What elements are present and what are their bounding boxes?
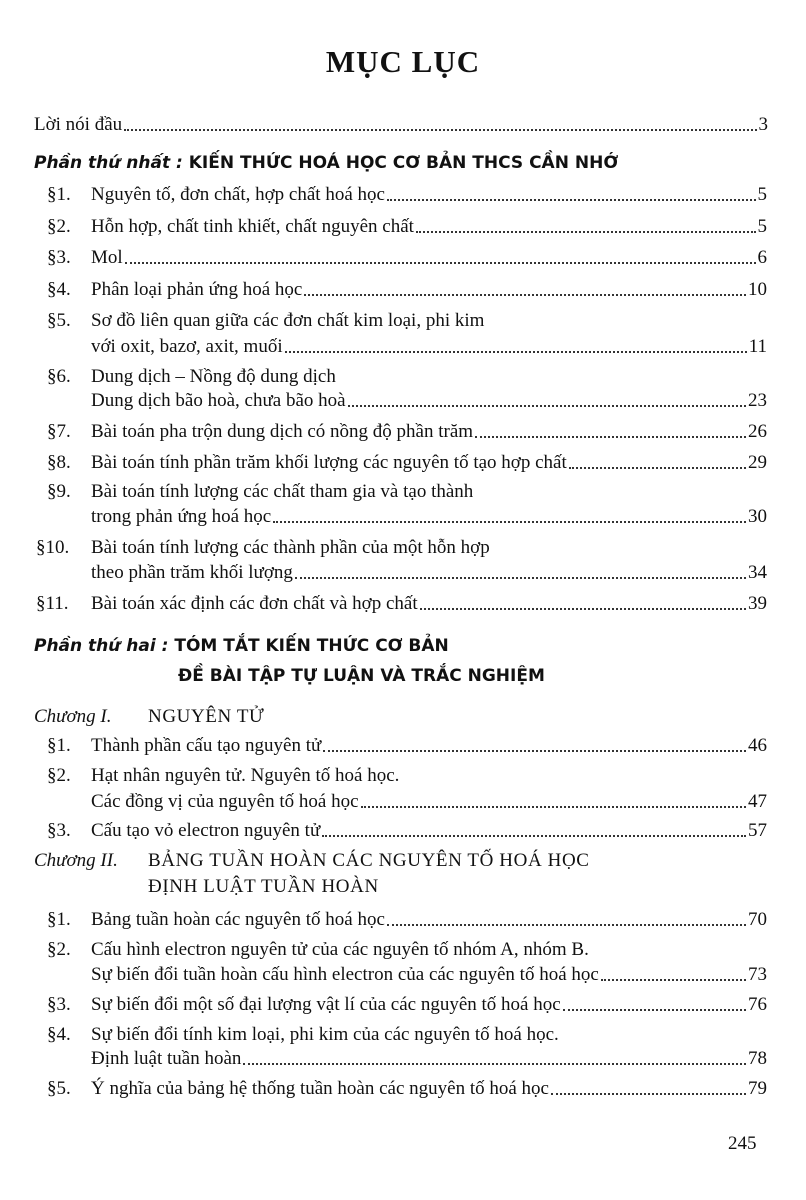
toc-entry-first-line <box>47 481 473 503</box>
dot-leader <box>283 336 749 358</box>
toc-entry <box>47 735 767 757</box>
dot-leader <box>385 184 758 206</box>
section-number: §2. <box>47 939 71 960</box>
toc-entry-page: 70 <box>748 909 767 930</box>
toc-entry <box>47 279 767 301</box>
section-number: §11. <box>36 593 69 614</box>
chapter-title-line-2: ĐỊNH LUẬT TUẦN HOÀN <box>148 876 379 897</box>
toc-entry-first-line <box>47 1024 559 1046</box>
section-number: §9. <box>47 481 71 502</box>
dot-leader <box>599 964 748 986</box>
toc-entry-label: Dung dịch – Nồng độ dung dịch <box>91 366 336 387</box>
toc-entry <box>91 562 767 584</box>
section-number: §4. <box>47 279 71 300</box>
toc-entry-label: với oxit, bazơ, axit, muối <box>91 336 283 357</box>
toc-entry-page: 5 <box>757 184 767 205</box>
dot-leader <box>549 1078 748 1100</box>
toc-entry-first-line <box>47 939 589 961</box>
chapter-label: Chương I. <box>34 706 112 727</box>
dot-leader <box>385 909 748 931</box>
toc-entry-page: 23 <box>748 390 767 411</box>
section-number: §5. <box>47 310 71 331</box>
section-number: §3. <box>47 820 71 841</box>
dot-leader <box>320 820 748 842</box>
toc-entry-page: 5 <box>757 216 767 237</box>
part-heading-1 <box>34 153 618 173</box>
toc-entry-label: Thành phần cấu tạo nguyên tử <box>91 735 322 756</box>
section-number: §2. <box>47 765 71 786</box>
toc-entry-label: Mol <box>91 247 123 268</box>
part-heading-2 <box>34 636 449 656</box>
section-number: §4. <box>47 1024 71 1045</box>
toc-entry-label: Bài toán tính phần trăm khối lượng các nguyên tố tạo hợp chất <box>91 452 567 473</box>
toc-entry-label: Sự biến đổi tính kim loại, phi kim của các nguyên tố hoá học. <box>91 1024 559 1045</box>
toc-entry-page: 26 <box>748 421 767 442</box>
dot-leader <box>473 421 748 443</box>
toc-entry-label: Bài toán tính lượng các thành phần của một hỗn hợp <box>91 537 490 558</box>
toc-entry-label: Sự biến đổi một số đại lượng vật lí của các nguyên tố hoá học <box>91 994 561 1015</box>
dot-leader <box>122 114 758 136</box>
toc-entry-label: Hỗn hợp, chất tinh khiết, chất nguyên chất <box>91 216 414 237</box>
toc-entry-label: Cấu tạo vỏ electron nguyên tử <box>91 820 321 841</box>
part-label: Phần thứ nhất : <box>34 153 183 173</box>
toc-entry-page: 76 <box>748 994 767 1015</box>
toc-entry-label: Các đồng vị của nguyên tố hoá học <box>91 791 359 812</box>
dot-leader <box>567 452 748 474</box>
toc-entry-first-line <box>36 537 490 559</box>
toc-entry-page: 6 <box>757 247 767 268</box>
toc-entry-preface <box>34 114 768 136</box>
toc-entry <box>47 909 767 931</box>
toc-entry <box>91 964 767 986</box>
toc-entry <box>47 421 767 443</box>
toc-entry-page: 79 <box>748 1078 767 1099</box>
toc-entry <box>47 452 767 474</box>
dot-leader <box>359 791 748 813</box>
toc-entry-page: 73 <box>748 964 767 985</box>
part-title-line-2: ĐỀ BÀI TẬP TỰ LUẬN VÀ TRẮC NGHIỆM <box>178 666 545 686</box>
toc-entry-page: 29 <box>748 452 767 473</box>
toc-entry-label: Cấu hình electron nguyên tử của các nguyên tố nhóm A, nhóm B. <box>91 939 589 960</box>
toc-entry-first-line <box>47 366 336 388</box>
toc-entry <box>47 820 767 842</box>
section-number: §5. <box>47 1078 71 1099</box>
section-number: §3. <box>47 247 71 268</box>
toc-entry-label: Hạt nhân nguyên tử. Nguyên tố hoá học. <box>91 765 400 786</box>
part-title: TÓM TẮT KIẾN THỨC CƠ BẢN <box>174 636 449 656</box>
toc-entry-label: Bài toán pha trộn dung dịch có nồng độ phần trăm <box>91 421 474 442</box>
toc-entry <box>47 994 767 1016</box>
chapter-label: Chương II. <box>34 850 118 871</box>
toc-entry-page: 11 <box>748 336 767 357</box>
toc-entry-page: 78 <box>748 1048 767 1069</box>
section-number: §2. <box>47 216 71 237</box>
dot-leader <box>271 506 748 528</box>
toc-entry-label: Dung dịch bão hoà, chưa bão hoà <box>91 390 346 411</box>
chapter-title: NGUYÊN TỬ <box>148 706 265 727</box>
dot-leader <box>414 216 758 238</box>
toc-entry-label: theo phần trăm khối lượng <box>91 562 293 583</box>
toc-entry-label: trong phản ứng hoá học <box>91 506 272 527</box>
toc-entry-first-line <box>47 310 484 332</box>
page-number: 245 <box>728 1133 757 1154</box>
chapter-title: BẢNG TUẦN HOÀN CÁC NGUYÊN TỐ HOÁ HỌC <box>148 850 590 871</box>
toc-entry-label: Bài toán xác định các đơn chất và hợp chất <box>91 593 418 614</box>
section-number: §10. <box>36 537 70 558</box>
dot-leader <box>321 735 748 757</box>
toc-entry <box>36 593 767 615</box>
dot-leader <box>123 247 758 269</box>
toc-entry-page: 57 <box>748 820 767 841</box>
section-number: §1. <box>47 909 71 930</box>
toc-entry-label: Bài toán tính lượng các chất tham gia và tạo thành <box>91 481 474 502</box>
dot-leader <box>302 279 748 301</box>
toc-entry <box>91 506 767 528</box>
toc-entry <box>47 1078 767 1100</box>
dot-leader <box>561 994 748 1016</box>
toc-entry-label: Bảng tuần hoàn các nguyên tố hoá học <box>91 909 385 930</box>
toc-entry-label: Phân loại phản ứng hoá học <box>91 279 303 300</box>
section-number: §6. <box>47 366 71 387</box>
toc-entry-page: 34 <box>748 562 767 583</box>
chapter-heading-2 <box>34 850 590 872</box>
toc-entry-label: Nguyên tố, đơn chất, hợp chất hoá học <box>91 184 385 205</box>
toc-entry-page: 3 <box>758 114 768 135</box>
toc-entry-label: Lời nói đầu <box>34 114 123 135</box>
toc-entry-page: 46 <box>748 735 767 756</box>
toc-entry-label: Sơ đồ liên quan giữa các đơn chất kim loại, phi kim <box>91 310 485 331</box>
section-number: §7. <box>47 421 71 442</box>
toc-entry-label: Định luật tuần hoàn <box>91 1048 242 1069</box>
toc-entry-page: 30 <box>748 506 767 527</box>
toc-entry <box>91 336 767 358</box>
toc-entry <box>47 184 767 206</box>
section-number: §3. <box>47 994 71 1015</box>
dot-leader <box>418 593 748 615</box>
part-label: Phần thứ hai : <box>34 636 169 656</box>
chapter-heading-1 <box>34 706 264 728</box>
section-number: §8. <box>47 452 71 473</box>
page-title: MỤC LỤC <box>325 44 481 79</box>
toc-entry <box>47 247 767 269</box>
part-title: KIẾN THỨC HOÁ HỌC CƠ BẢN THCS CẦN NHỚ <box>188 153 619 173</box>
dot-leader <box>293 562 748 584</box>
section-number: §1. <box>47 735 71 756</box>
toc-entry-label: Ý nghĩa của bảng hệ thống tuần hoàn các nguyên tố hoá học <box>91 1078 549 1099</box>
toc-entry-page: 10 <box>748 279 767 300</box>
toc-entry-label: Sự biến đổi tuần hoàn cấu hình electron của các nguyên tố hoá học <box>91 964 599 985</box>
toc-entry-page: 47 <box>748 791 767 812</box>
toc-entry-first-line <box>47 765 399 787</box>
section-number: §1. <box>47 184 71 205</box>
dot-leader <box>346 390 748 412</box>
toc-entry <box>91 390 767 412</box>
dot-leader <box>241 1048 748 1070</box>
toc-entry <box>91 1048 767 1070</box>
toc-entry-page: 39 <box>748 593 767 614</box>
toc-entry <box>47 216 767 238</box>
toc-entry <box>91 791 767 813</box>
